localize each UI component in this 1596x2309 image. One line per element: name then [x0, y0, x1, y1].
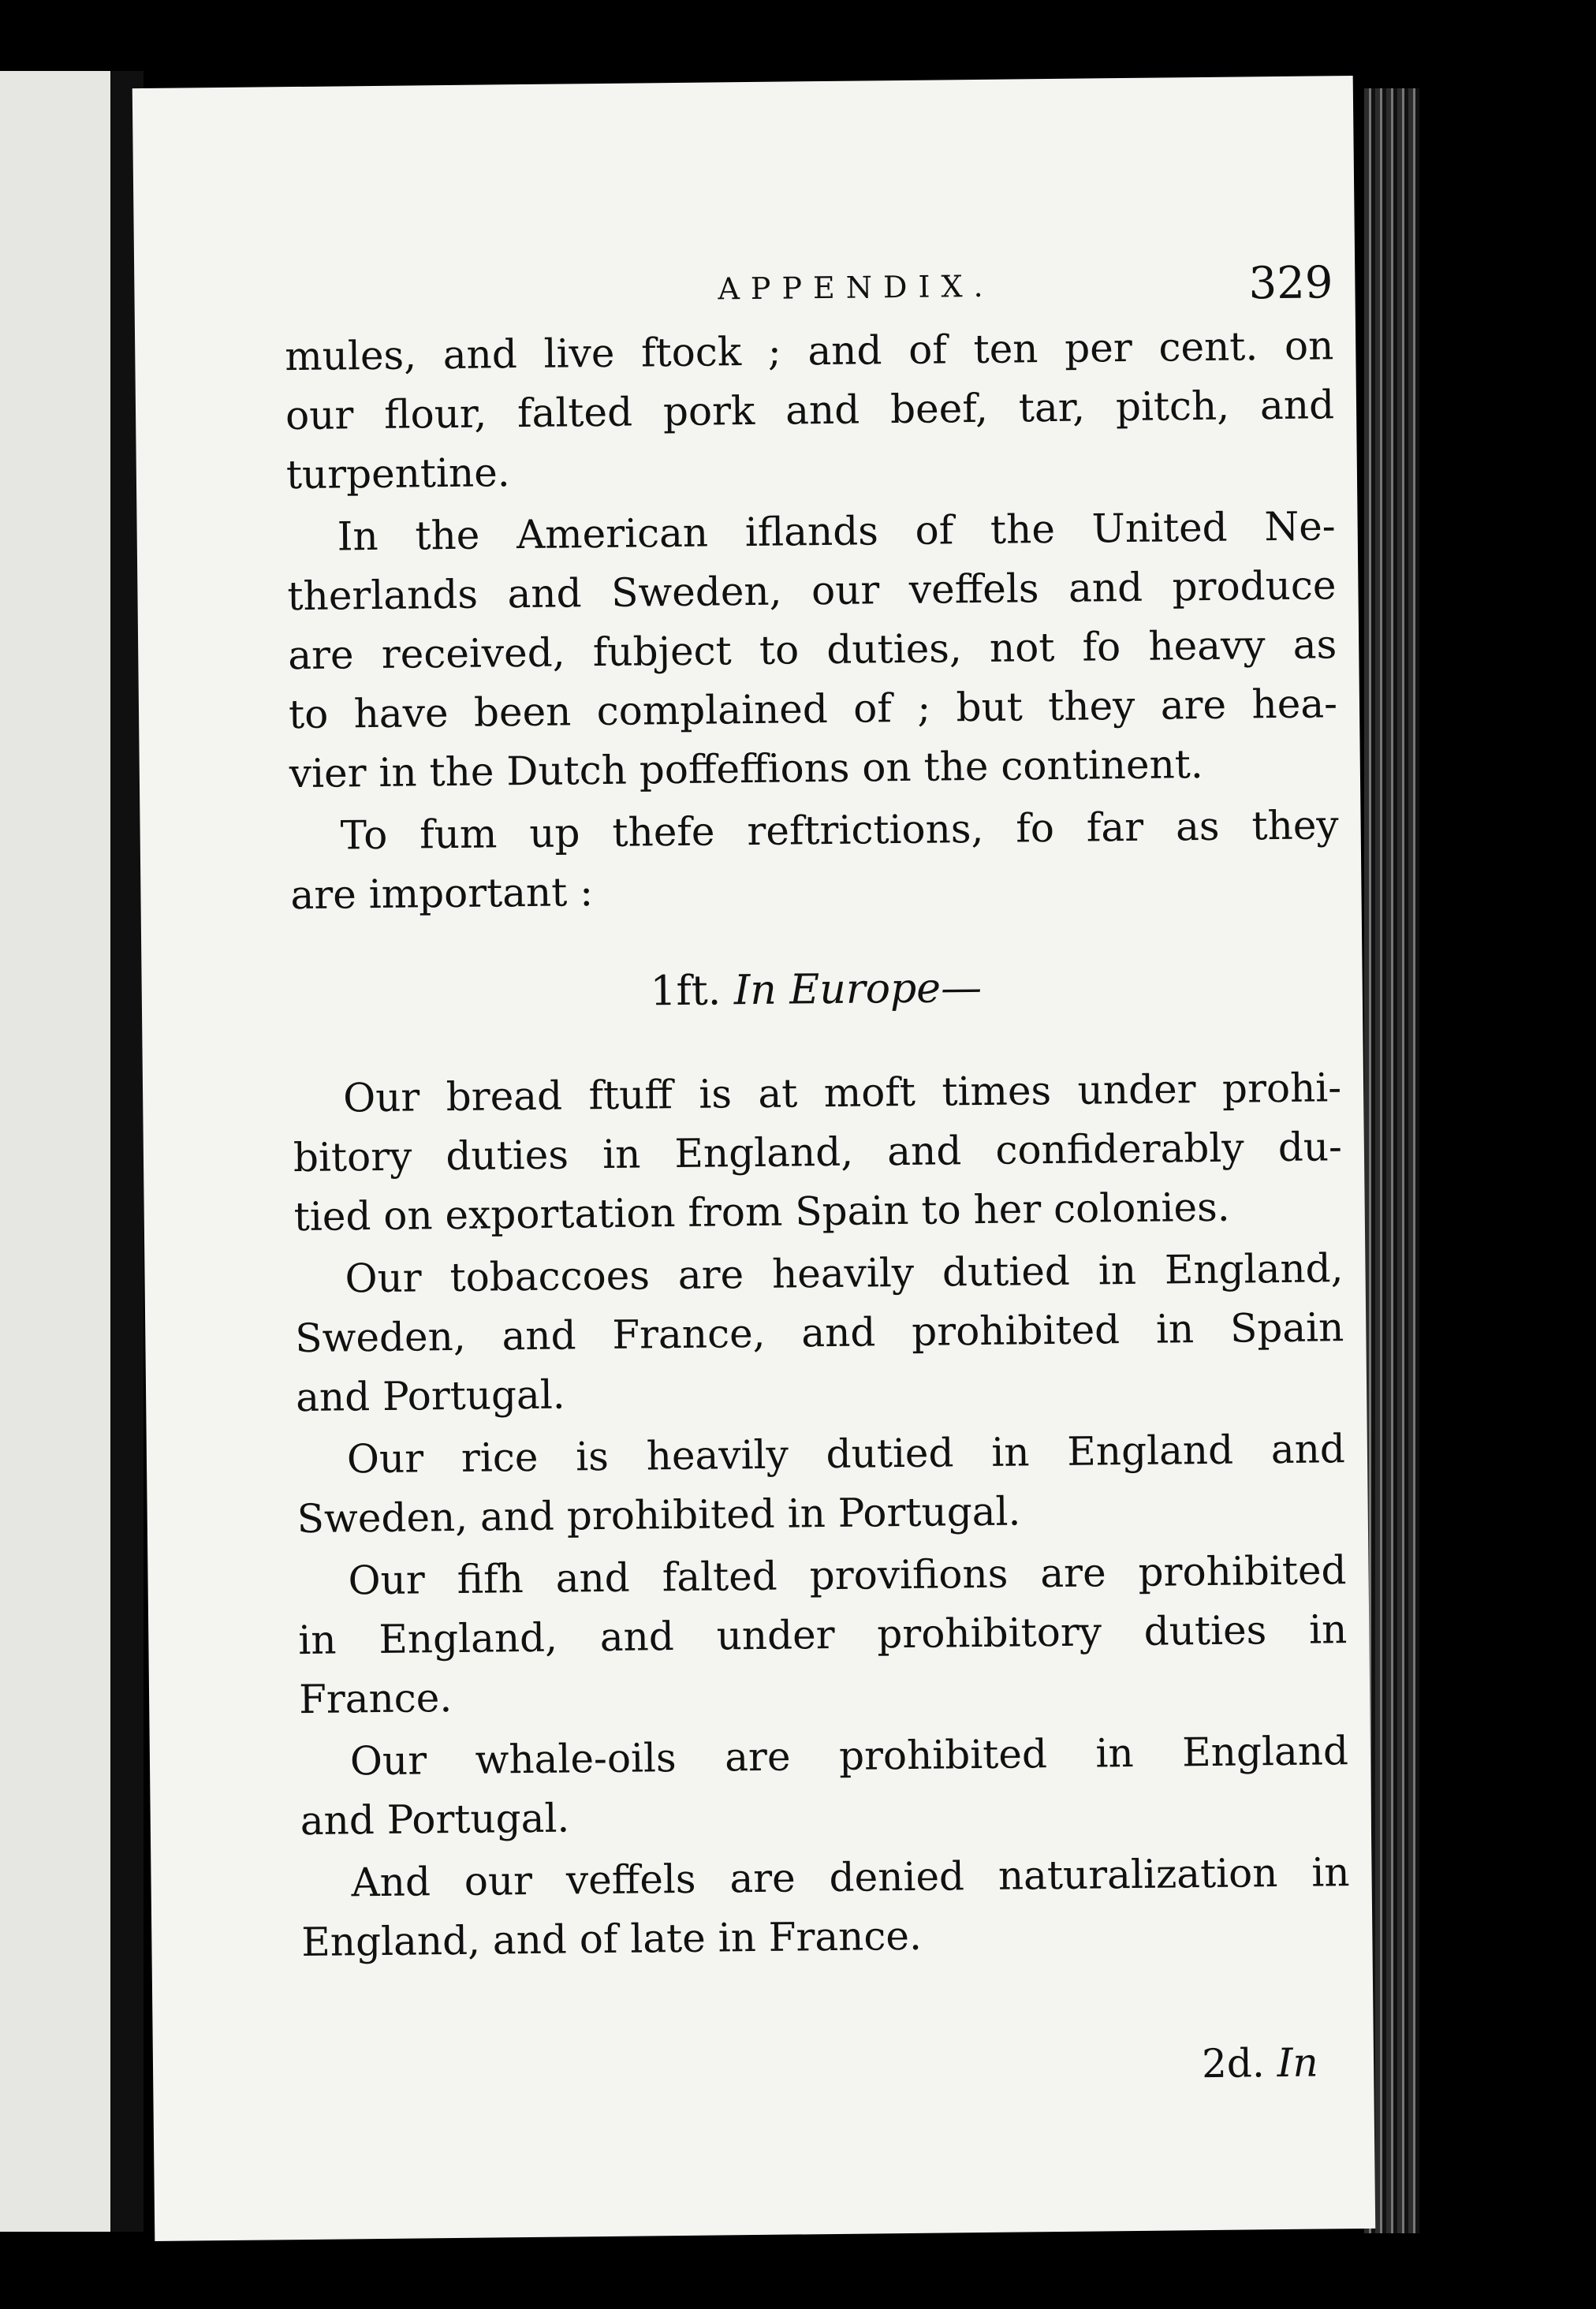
text-line: Our rice is heavily dutied in England and [346, 1426, 1346, 1483]
book-page [132, 76, 1376, 2241]
facing-page-edge [0, 71, 110, 2232]
running-head: APPENDIX. [718, 268, 994, 307]
paragraph [293, 1058, 1343, 1247]
text-line: and Portugal. [300, 1795, 570, 1845]
text-line: turpentine. [285, 449, 510, 498]
text-line: therlands and Sweden, our veffels and produce [287, 562, 1337, 620]
paragraph [297, 1541, 1348, 1729]
page-body [285, 316, 1351, 1972]
catchword [1202, 2040, 1318, 2087]
text-line: Our fifh and falted provifions are prohibited [348, 1547, 1347, 1604]
text-line: in England, and under prohibitory duties in [298, 1606, 1348, 1664]
text-line: Our bread ftuff is at moft times under prohi- [342, 1065, 1342, 1121]
text-line: are important : [290, 869, 594, 919]
paragraph [286, 497, 1338, 804]
text-line: England, and of late in France. [301, 1912, 923, 1966]
catchword-number: 2d. [1201, 2040, 1266, 2087]
text-line: mules, and live ftock ; and of ten per cent. on [285, 323, 1334, 380]
text-line: And our veffels are denied naturalization in [351, 1849, 1350, 1906]
text-line: are received, fubject to duties, not fo heavy as [287, 621, 1337, 679]
text-line: and Portugal. [295, 1371, 565, 1421]
text-line: vier in the Dutch poffeffions on the continent. [289, 741, 1204, 797]
paragraph [300, 1721, 1349, 1851]
text-line: Sweden, and France, and prohibited in Spain [295, 1304, 1344, 1362]
catchword-text: In [1277, 2039, 1318, 2087]
paragraph [285, 316, 1335, 505]
paragraph [300, 1843, 1350, 1972]
page-edges [1364, 88, 1419, 2233]
page-number: 329 [1248, 257, 1333, 310]
text-line: In the American iflands of the United Ne- [337, 503, 1336, 560]
paragraph [289, 796, 1339, 925]
text-line: France. [298, 1675, 453, 1723]
text-line: Sweden, and prohibited in Portugal. [296, 1488, 1021, 1542]
text-line: bitory duties in England, and confiderably du- [293, 1124, 1343, 1181]
paragraph [296, 1419, 1346, 1549]
text-line: To fum up thefe reftrictions, fo far as they [340, 802, 1339, 859]
section-title: In Europe— [733, 964, 983, 1015]
paragraph [294, 1239, 1344, 1427]
section-number: 1ft. [650, 967, 722, 1016]
text-line: Our whale-oils are prohibited in England [349, 1728, 1349, 1785]
text-line: our flour, falted pork and beef, tar, pitch, and [285, 382, 1335, 439]
text-line: tied on exportation from Spain to her colonies. [293, 1184, 1230, 1240]
section-heading [291, 955, 1341, 1025]
text-line: to have been complained of ; but they are hea- [288, 681, 1338, 738]
page-header [576, 257, 1333, 320]
text-line: Our tobaccoes are heavily dutied in England, [345, 1245, 1344, 1302]
